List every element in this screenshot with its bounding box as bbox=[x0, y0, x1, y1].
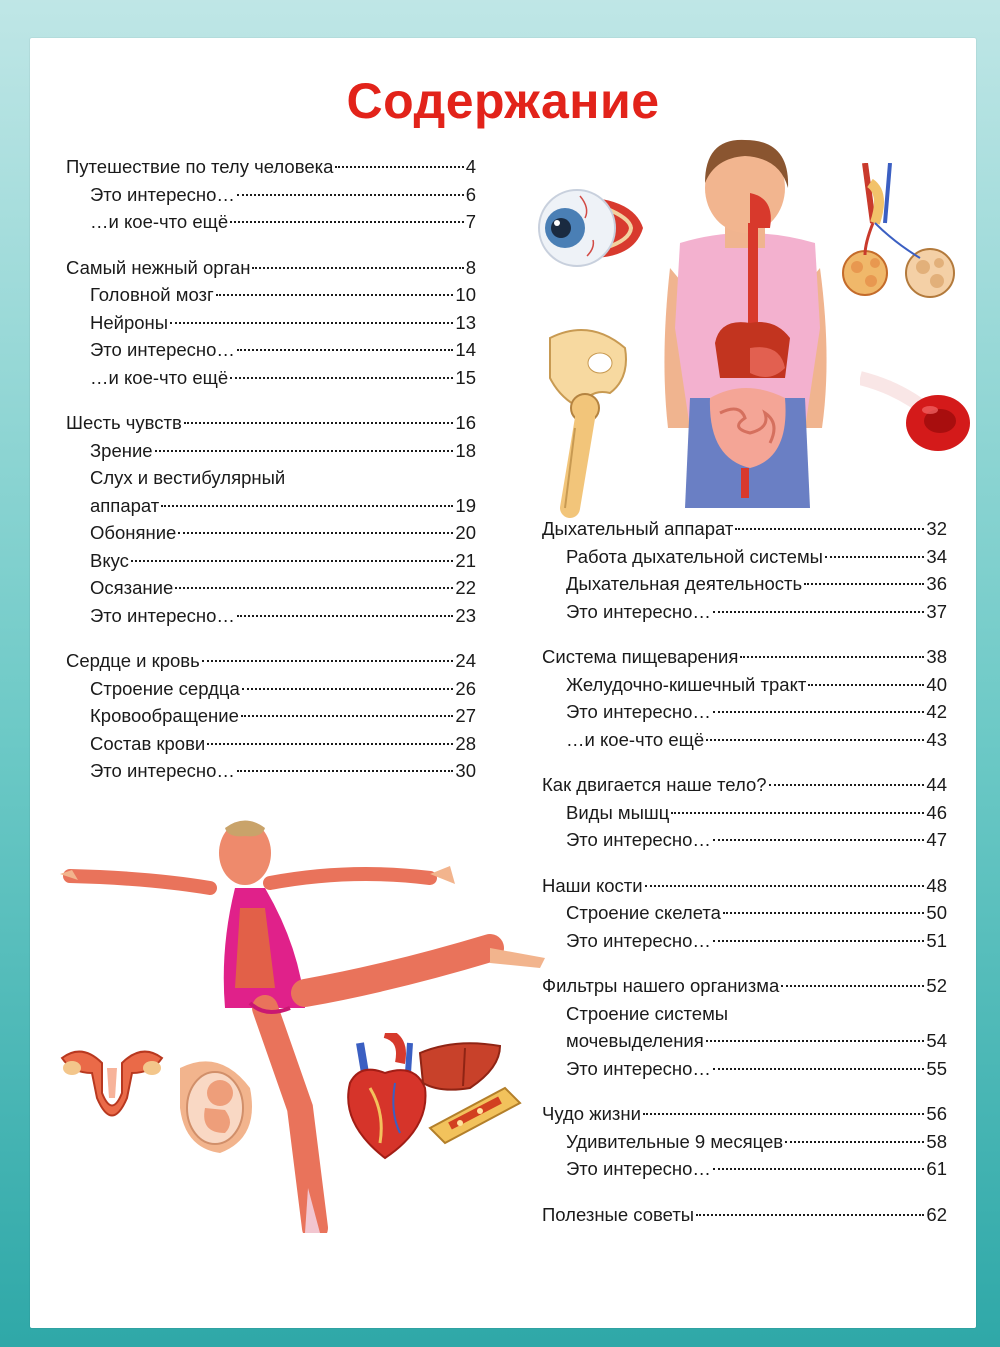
dot-leader bbox=[335, 166, 463, 168]
toc-entry-title: Состав крови bbox=[90, 732, 206, 754]
dot-leader bbox=[825, 556, 924, 558]
toc-page-number: 21 bbox=[455, 549, 476, 571]
toc-entry-title: Это интересно… bbox=[566, 829, 711, 850]
toc-page-number: 19 bbox=[455, 494, 476, 516]
toc-page-number: 42 bbox=[926, 701, 947, 722]
toc-entry[interactable] bbox=[542, 1201, 947, 1229]
toc-subentry[interactable] bbox=[66, 730, 476, 758]
dot-leader bbox=[237, 770, 453, 772]
toc-subentry[interactable] bbox=[66, 437, 476, 465]
dot-leader bbox=[237, 194, 464, 196]
toc-page-number: 62 bbox=[926, 1203, 947, 1225]
toc-page-number: 28 bbox=[455, 732, 476, 754]
toc-page-number: 51 bbox=[926, 929, 947, 951]
toc-page-number: 32 bbox=[926, 518, 947, 539]
toc-entry[interactable] bbox=[542, 771, 947, 799]
toc-subentry[interactable] bbox=[66, 492, 476, 520]
toc-page-number: 15 bbox=[455, 366, 476, 388]
toc-entry-title: Кровообращение bbox=[90, 705, 239, 726]
group-gap bbox=[66, 391, 476, 409]
toc-entry-title: Путешествие по телу человека bbox=[66, 156, 334, 177]
uterus-illustration bbox=[52, 1038, 172, 1128]
toc-page-number: 22 bbox=[455, 577, 476, 598]
toc-page-number: 30 bbox=[455, 760, 476, 781]
toc-entry-title: Обоняние bbox=[90, 522, 177, 543]
toc-entry-title: Строение скелета bbox=[566, 902, 721, 923]
toc-page-number: 40 bbox=[926, 673, 947, 695]
group-gap bbox=[542, 1082, 947, 1100]
red-blood-cell-illustration bbox=[860, 368, 975, 458]
toc-section bbox=[66, 409, 476, 629]
toc-subentry[interactable] bbox=[66, 208, 476, 236]
dot-leader bbox=[155, 450, 454, 452]
dot-leader bbox=[740, 656, 924, 658]
toc-entry-title: Удивительные 9 месяцев bbox=[566, 1130, 784, 1152]
toc-subentry[interactable] bbox=[542, 543, 947, 571]
dot-leader bbox=[735, 528, 924, 530]
toc-subentry[interactable] bbox=[66, 336, 476, 364]
toc-section bbox=[66, 647, 476, 785]
toc-entry-title: Это интересно… bbox=[566, 1057, 711, 1079]
toc-page-number: 38 bbox=[926, 646, 947, 667]
toc-subentry[interactable] bbox=[66, 281, 476, 309]
toc-entry-title: Это интересно… bbox=[566, 701, 711, 722]
toc-entry[interactable] bbox=[542, 872, 947, 900]
toc-entry[interactable] bbox=[542, 643, 947, 671]
dot-leader bbox=[643, 1113, 924, 1115]
toc-entry-title: Полезные советы bbox=[542, 1203, 695, 1225]
toc-page-number: 34 bbox=[926, 545, 947, 567]
toc-page-number: 23 bbox=[455, 604, 476, 626]
toc-entry-title: Дыхательный аппарат bbox=[542, 518, 734, 539]
toc-entry-title: …и кое-что ещё bbox=[90, 366, 229, 388]
toc-page-number: 36 bbox=[926, 573, 947, 594]
group-gap bbox=[542, 954, 947, 972]
toc-entry-title: Работа дыхательной системы bbox=[566, 545, 823, 567]
dot-leader bbox=[207, 743, 453, 745]
dot-leader bbox=[723, 912, 924, 914]
toc-subentry[interactable] bbox=[542, 671, 947, 699]
toc-subentry[interactable] bbox=[542, 1128, 947, 1156]
toc-entry-title: аппарат bbox=[90, 494, 160, 516]
toc-page-number: 7 bbox=[465, 211, 476, 232]
toc-subentry[interactable] bbox=[66, 519, 476, 547]
toc-subentry[interactable] bbox=[66, 675, 476, 703]
toc-section bbox=[66, 254, 476, 392]
toc-right-column bbox=[542, 515, 947, 1228]
toc-entry-title: …и кое-что ещё bbox=[90, 211, 229, 232]
toc-subentry[interactable] bbox=[542, 1027, 947, 1055]
toc-entry-title: Наши кости bbox=[542, 874, 643, 896]
toc-page-number: 14 bbox=[455, 339, 476, 360]
toc-subentry[interactable] bbox=[542, 826, 947, 854]
eye-illustration bbox=[535, 178, 645, 278]
toc-page-number: 47 bbox=[926, 829, 947, 850]
toc-page-number: 6 bbox=[465, 183, 476, 205]
dot-leader bbox=[161, 505, 453, 507]
toc-entry[interactable] bbox=[66, 647, 476, 675]
toc-entry-title: Вкус bbox=[90, 549, 129, 571]
toc-page-number: 4 bbox=[465, 156, 476, 177]
toc-entry-title: Осязание bbox=[90, 577, 174, 598]
toc-entry[interactable] bbox=[542, 1100, 947, 1128]
page-title: Содержание bbox=[346, 73, 660, 129]
group-gap bbox=[542, 753, 947, 771]
toc-entry-title: …и кое-что ещё bbox=[566, 728, 705, 750]
group-gap bbox=[66, 236, 476, 254]
toc-entry-title: Это интересно… bbox=[90, 339, 235, 360]
toc-entry[interactable] bbox=[66, 409, 476, 437]
toc-entry-title: Слух и вестибулярный bbox=[90, 467, 286, 488]
dot-leader bbox=[202, 660, 454, 662]
toc-subentry[interactable] bbox=[542, 1155, 947, 1183]
toc-entry-title: Дыхательная деятельность bbox=[566, 573, 803, 594]
toc-page-number: 16 bbox=[455, 412, 476, 433]
toc-page-number: 18 bbox=[455, 439, 476, 461]
toc-page-number: 13 bbox=[455, 311, 476, 333]
dot-leader bbox=[769, 784, 925, 786]
dot-leader bbox=[170, 322, 453, 324]
toc-page-number: 37 bbox=[926, 600, 947, 622]
toc-subentry[interactable] bbox=[66, 574, 476, 602]
toc-left-column bbox=[66, 153, 476, 785]
dot-leader bbox=[237, 615, 453, 617]
toc-subentry[interactable] bbox=[542, 570, 947, 598]
toc-section bbox=[542, 515, 947, 625]
toc-page-number: 27 bbox=[455, 705, 476, 726]
dot-leader bbox=[230, 221, 464, 223]
toc-entry-title: Строение системы bbox=[566, 1002, 729, 1024]
dot-leader bbox=[237, 349, 453, 351]
toc-subentry[interactable] bbox=[542, 698, 947, 726]
dot-leader bbox=[713, 940, 924, 942]
dot-leader bbox=[230, 377, 453, 379]
dot-leader bbox=[713, 1068, 924, 1070]
toc-entry-title: Как двигается наше тело? bbox=[542, 774, 767, 795]
toc-entry-title: Нейроны bbox=[90, 311, 169, 333]
toc-section bbox=[542, 972, 947, 1082]
dot-leader bbox=[252, 267, 463, 269]
toc-subentry[interactable] bbox=[542, 726, 947, 754]
group-gap bbox=[66, 629, 476, 647]
toc-page-number: 58 bbox=[926, 1130, 947, 1152]
dot-leader bbox=[785, 1141, 924, 1143]
toc-entry-title: Это интересно… bbox=[566, 929, 711, 951]
toc-entry-title: Это интересно… bbox=[566, 600, 711, 622]
dot-leader bbox=[178, 532, 453, 534]
toc-page-number: 10 bbox=[455, 284, 476, 305]
toc-subentry[interactable] bbox=[542, 927, 947, 955]
toc-subentry[interactable] bbox=[66, 181, 476, 209]
group-gap bbox=[542, 854, 947, 872]
toc-page-number: 55 bbox=[926, 1057, 947, 1079]
toc-entry-title: Это интересно… bbox=[566, 1158, 711, 1179]
bone-marrow-illustration bbox=[425, 1078, 525, 1148]
dot-leader bbox=[241, 715, 454, 717]
toc-page-number: 50 bbox=[926, 902, 947, 923]
toc-section bbox=[542, 1201, 947, 1229]
toc-entry-title: Желудочно-кишечный тракт bbox=[566, 673, 807, 695]
toc-section bbox=[542, 872, 947, 955]
toc-subentry[interactable] bbox=[66, 464, 476, 492]
dot-leader bbox=[184, 422, 454, 424]
dot-leader bbox=[713, 1168, 924, 1170]
lungs-illustration bbox=[835, 163, 960, 303]
toc-entry-title: Сердце и кровь bbox=[66, 650, 200, 671]
ballerina-muscles-illustration bbox=[50, 808, 560, 1233]
group-gap bbox=[542, 625, 947, 643]
toc-entry-title: Это интересно… bbox=[90, 760, 235, 781]
toc-entry-title: Это интересно… bbox=[90, 183, 235, 205]
toc-subentry[interactable] bbox=[66, 309, 476, 337]
toc-entry-title: Зрение bbox=[90, 439, 153, 461]
dot-leader bbox=[175, 587, 453, 589]
toc-page-number: 54 bbox=[926, 1030, 947, 1051]
toc-page-number: 24 bbox=[455, 650, 476, 671]
toc-subentry[interactable] bbox=[66, 602, 476, 630]
toc-page-number: 56 bbox=[926, 1103, 947, 1124]
toc-entry[interactable] bbox=[66, 254, 476, 282]
toc-entry-title: Строение сердца bbox=[90, 677, 240, 699]
toc-subentry[interactable] bbox=[66, 364, 476, 392]
toc-entry-title: Это интересно… bbox=[90, 604, 235, 626]
toc-page-number: 48 bbox=[926, 874, 947, 896]
toc-section bbox=[542, 1100, 947, 1183]
dot-leader bbox=[645, 885, 925, 887]
toc-entry-title: Головной мозг bbox=[90, 284, 214, 305]
toc-page-number: 46 bbox=[926, 801, 947, 823]
toc-page-number: 26 bbox=[455, 677, 476, 699]
group-gap bbox=[542, 1183, 947, 1201]
toc-entry-title: Чудо жизни bbox=[542, 1103, 641, 1124]
toc-entry-title: Фильтры нашего организма bbox=[542, 975, 780, 996]
dot-leader bbox=[781, 985, 924, 987]
dot-leader bbox=[713, 711, 924, 713]
dot-leader bbox=[706, 739, 924, 741]
dot-leader bbox=[713, 839, 924, 841]
toc-entry[interactable] bbox=[542, 972, 947, 1000]
toc-page-number: 61 bbox=[926, 1158, 947, 1179]
dot-leader bbox=[216, 294, 454, 296]
fetus-illustration bbox=[170, 1048, 260, 1158]
toc-entry-title: Виды мышц bbox=[566, 801, 670, 823]
dot-leader bbox=[808, 684, 924, 686]
dot-leader bbox=[713, 611, 924, 613]
dot-leader bbox=[696, 1214, 924, 1216]
toc-page-number: 43 bbox=[926, 728, 947, 750]
toc-subentry[interactable] bbox=[542, 799, 947, 827]
boy-anatomy-illustration bbox=[650, 128, 840, 523]
toc-section bbox=[542, 643, 947, 753]
toc-page-number: 52 bbox=[926, 975, 947, 996]
toc-entry-title: Шесть чувств bbox=[66, 412, 182, 433]
dot-leader bbox=[706, 1040, 925, 1042]
toc-entry[interactable] bbox=[66, 153, 476, 181]
toc-subentry[interactable] bbox=[66, 702, 476, 730]
toc-subentry[interactable] bbox=[66, 547, 476, 575]
toc-subentry[interactable] bbox=[66, 757, 476, 785]
dot-leader bbox=[804, 583, 924, 585]
dot-leader bbox=[242, 688, 454, 690]
toc-section bbox=[66, 153, 476, 236]
dot-leader bbox=[131, 560, 453, 562]
toc-page-number: 20 bbox=[455, 522, 476, 543]
toc-section bbox=[542, 771, 947, 854]
toc-entry-title: Самый нежный орган bbox=[66, 256, 251, 278]
toc-page-number: 44 bbox=[926, 774, 947, 795]
hip-bone-illustration bbox=[530, 318, 640, 518]
dot-leader bbox=[671, 812, 924, 814]
toc-subentry[interactable] bbox=[542, 1000, 947, 1028]
toc-entry-title: мочевыделения bbox=[566, 1030, 704, 1051]
toc-subentry[interactable] bbox=[542, 1055, 947, 1083]
toc-subentry[interactable] bbox=[542, 899, 947, 927]
toc-page-number: 8 bbox=[465, 256, 476, 278]
toc-entry-title: Система пищеварения bbox=[542, 646, 739, 667]
page-sheet bbox=[30, 38, 976, 1328]
toc-subentry[interactable] bbox=[542, 598, 947, 626]
